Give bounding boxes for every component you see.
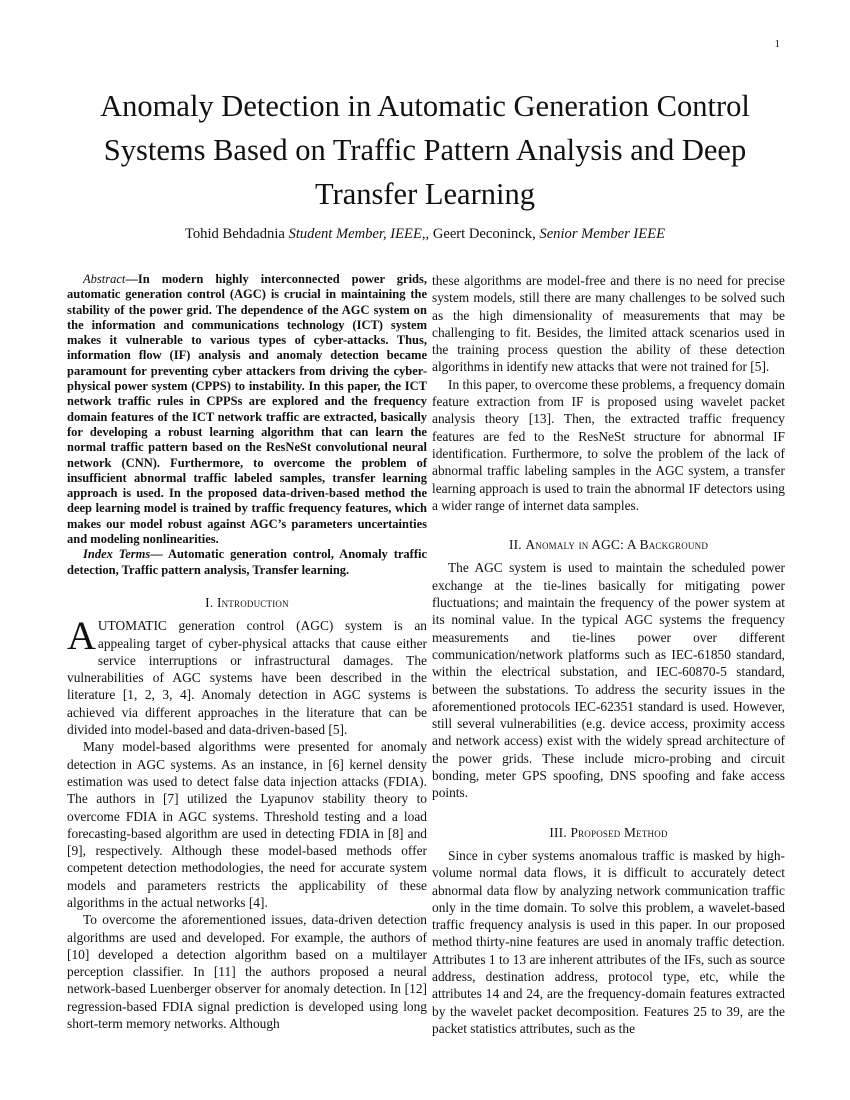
author-name: Tohid Behdadnia: [184, 226, 285, 242]
author-role: Senior Member IEEE: [539, 226, 666, 242]
intro-paragraph: In this paper, to overcome these problems, a frequency domain feature extraction from IF is proposed using wavelet packet analysis theory [13]. Then, the extracted traffic frequency features are fed to the ResNeSt structure for abnormal IF identification. Furthermore, to solve the problem of the lack of abnormal traffic labeling samples in the AGC system, a transfer learning approach is used to train the abnormal IF detectors using a wider range of internet data samples.: [432, 376, 785, 513]
section-number: III.: [549, 824, 567, 840]
section-number: II.: [508, 537, 522, 553]
index-terms-lead: Index Terms: [83, 547, 151, 562]
page-number: 1: [774, 38, 780, 50]
intro-paragraph: these algorithms are model-free and there is no need for precise system models, still there are many challenges to be solved such as the high dimensionality of measurements that may be challenging to fit. Besides, the limited attack scenarios used in the training process question the ability of these detection algorithms in identify new attacks that were not trained for [5].: [432, 273, 785, 375]
paper-title: Anomaly Detection in Automatic Generation Control Systems Based on Traffic Pattern Analysis and Deep Transfer Learning: [100, 89, 750, 211]
section-number: I.: [205, 594, 214, 610]
intro-text: UTOMATIC generation control (AGC) system is an appealing target of cyber-physical attacks that cause either service interruptions or infrastructural damages. The vulnerabilities of AGC systems have been described in the literature [1, 2, 3, 4]. Anomaly detection in AGC systems is achieved via different approaches in the literature that can be divided into model-based and data-driven-based [5].: [67, 618, 427, 738]
abstract-text: In modern highly interconnected power grids, automatic generation control (AGC) is crucial in maintaining the stability of the power grid. The dependence of the AGC system on the information and communications technology (ICT) system makes it vulnerable to various types of cyber-attacks. Thus, information flow (IF) analysis and anomaly detection became paramount for preventing cyber attackers from driving the cyber-physical power system (CPPS) to instability. In this paper, the ICT network traffic rules in CPPSs are explored and the frequency domain features of the ICT network traffic are extracted, basically for developing a robust learning algorithm that can learn the normal traffic pattern based on the ResNeSt convolutional neural network (CNN). Furthermore, to overcome the problem of insufficient abnormal traffic labeled samples, transfer learning approach is used. In the proposed data-driven-based method the deep learning model is trained by traffic frequency features, which makes our model robust against AGC’s parameters uncertainties and modeling nonlinearities.: [67, 272, 427, 547]
intro-paragraph: Many model-based algorithms were presented for anomaly detection in AGC systems. As an instance, in [6] kernel density estimation was used to detect false data injection attacks (FDIA). The authors in [7] utilized the Lyapunov stability theory to overcome FDIA in AGC systems. Threshold testing and a load forecasting-based algorithm are used in detecting FDIA in [8] and [9], respectively. Although these model-based methods offer competent detection methodologies, the need for accurate system models and parameters restricts the applicability of these algorithms in the actual networks [4].: [67, 739, 427, 910]
section-title: Introduction: [216, 594, 289, 610]
section-title: Proposed Method: [570, 824, 668, 840]
left-column: [67, 272, 427, 1032]
right-column: [432, 272, 785, 1037]
author-separator: , Geert Deconinck,: [425, 226, 540, 242]
intro-paragraph: To overcome the aforementioned issues, data-driven detection algorithms are used and developed. For example, the authors of [10] developed a detection algorithm based on a multilayer perception classifier. In [11] the authors proposed a neural network-based Luenberger observer for anomaly detection. In [12] regression-based FDIA signal prediction is developed using long short-term memory networks. Although: [67, 912, 427, 1032]
section-title: Anomaly in AGC: A Background: [525, 537, 709, 553]
author-role: Student Member, IEEE,: [288, 226, 426, 242]
abstract-dash: —: [125, 272, 138, 286]
author-line: [60, 226, 790, 243]
index-terms-text: Automatic generation control, Anomaly traffic detection, Traffic pattern analysis, Transfer learning.: [67, 547, 427, 577]
background-paragraph: The AGC system is used to maintain the scheduled power exchange at the tie-lines basically for mitigating power fluctuations; and maintain the frequency of the power system at its nominal value. In the typical AGC systems the frequency measurements and tie-lines power over different communication/network platforms such as IEC-61850 standard, within the electrical substation, and IEC-60870-5 standard, between the substations. To address the security issues in the aforementioned protocols IEC-62351 standard is used. However, still several vulnerabilities (e.g. device access, proximity access and network access) exist with the widely spread architecture of the power grids. These include micro-probing and circuit bonding, meter GPS spoofing, DNS spoofing and fake access points.: [432, 560, 785, 801]
abstract-lead: Abstract: [83, 272, 126, 286]
drop-cap: A: [67, 613, 96, 659]
section-heading-method: [432, 824, 785, 841]
abstract: [67, 272, 427, 547]
intro-paragraph: [67, 613, 427, 738]
section-heading-introduction: [67, 594, 427, 611]
method-paragraph: Since in cyber systems anomalous traffic is masked by high-volume normal data flows, it is difficult to accurately detect abnormal data flow by analyzing network communication traffic only in the time domain. To solve this problem, a wavelet-based traffic frequency analysis is used in this paper. In our proposed method thirty-nine features are used in anomaly traffic detection. Attributes 1 to 13 are inherent attributes of the IFs, such as source address, destination address, protocol type, etc, while the attributes 14 and 24, are the frequency-domain features extracted by the wavelet packet decomposition. Features 25 to 39, are the packet statistics attributes, such as the: [432, 847, 785, 1036]
section-heading-background: [432, 536, 785, 553]
index-terms-dash: —: [150, 547, 163, 562]
index-terms: [67, 547, 427, 578]
